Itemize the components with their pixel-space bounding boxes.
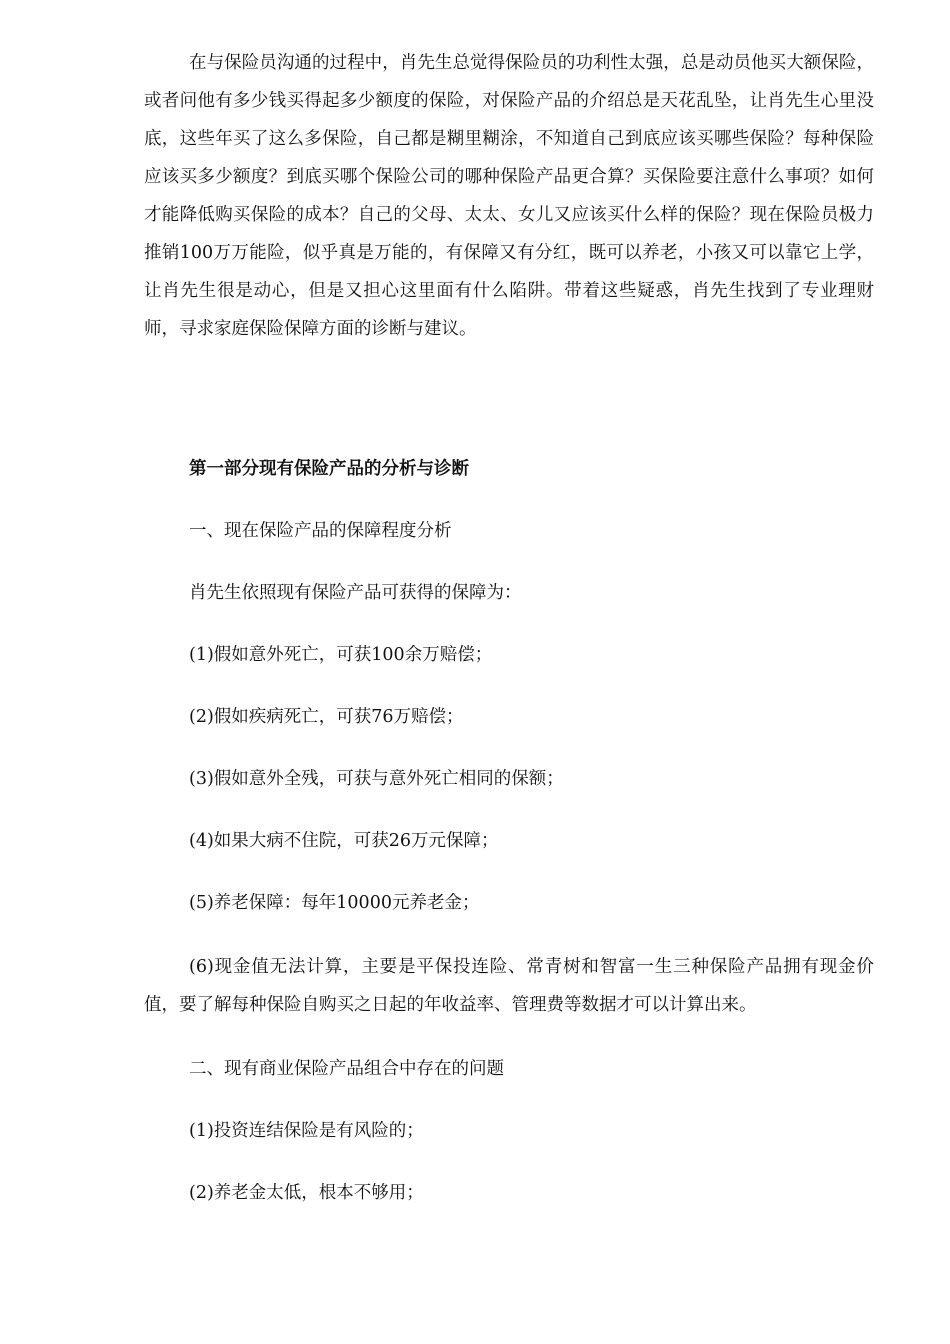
problem-item-2: (2)养老金太低，根本不够用； — [189, 1183, 424, 1203]
coverage-item-4: (4)如果大病不住院，可获26万元保障； — [189, 831, 499, 851]
coverage-item-5: (5)养老保障：每年10000元养老金； — [189, 893, 480, 913]
section-one-lead: 肖先生依照现有保险产品可获得的保障为： — [189, 583, 522, 603]
coverage-item-1: (1)假如意外死亡，可获100余万赔偿； — [189, 645, 493, 665]
coverage-item-3: (3)假如意外全残，可获与意外死亡相同的保额； — [189, 769, 564, 789]
coverage-item-2: (2)假如疾病死亡，可获76万赔偿； — [189, 707, 464, 727]
problem-item-1: (1)投资连结保险是有风险的； — [189, 1121, 424, 1141]
section-two-heading: 二、现有商业保险产品组合中存在的问题 — [189, 1059, 504, 1079]
section-one-heading: 一、现在保险产品的保障程度分析 — [189, 521, 452, 541]
intro-paragraph: 在与保险员沟通的过程中，肖先生总觉得保险员的功利性太强，总是动员他买大额保险，或者问他有多少钱买得起多少额度的保险，对保险产品的介绍总是天花乱坠，让肖先生心里没底，这些年买了这么多保险，自己都是糊里糊涂，不知道自己到底应该买哪些保险？每种保险应该买多少额度？到底买哪个保险公司的哪种保险产品更合算？买保险要注意什么事项？如何才能降低购买保险的成本？自己的父母、太太、女儿又应该买什么样的保险？现在保险员极力推销100万万能险，似乎真是万能的，有保障又有分红，既可以养老，小孩又可以靠它上学，让肖先生很是动心，但是又担心这里面有什么陷阱。带着这些疑惑，肖先生找到了专业理财师，寻求家庭保险保障方面的诊断与建议。 — [144, 53, 874, 339]
coverage-item-6: (6)现金值无法计算，主要是平保投连险、常青树和智富一生三种保险产品拥有现金价值，要了解每种保险自购买之日起的年收益率、管理费等数据才可以计算出来。 — [144, 957, 874, 1015]
part-one-heading: 第一部分现有保险产品的分析与诊断 — [189, 459, 469, 479]
